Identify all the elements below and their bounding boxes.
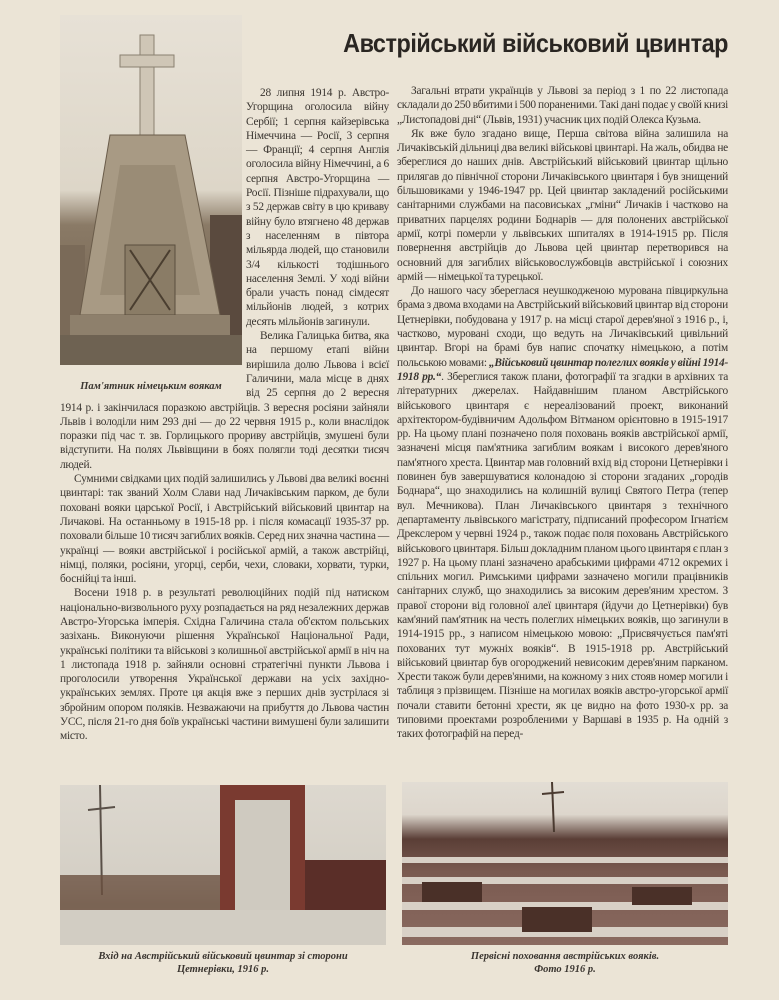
graves-caption bbox=[402, 950, 728, 976]
monument-caption: Пам'ятник німецьким воякам bbox=[80, 381, 222, 392]
caption-line: Первісні поховання австрійських вояків. bbox=[470, 951, 660, 962]
paragraph: Загальні втрати українців у Львові за період з 1 по 22 листопада складали до 250 вбитими і 500 пораненими. Такі дані подає у своїй книзі „Листопадові дні“ (Львів, 1931) учасник цих подій Олекса Кузьма. bbox=[397, 85, 728, 126]
caption-line: Фото 1916 р. bbox=[534, 964, 596, 975]
right-column bbox=[397, 84, 728, 742]
graves-photo bbox=[402, 782, 728, 945]
paragraph: Як вже було згадано вище, Перша світова війна залишила на Личаківській дільниці два великі військові цвинтарі. На жаль, обидва не збереглися до наших днів. Австрійський військовий цвинтар щільно прилягав до північної сторони Личаківського цвинтаря і був знищений більшовиками у 1946-1947 рр. Цей цвинтар закладений російськими санітарними службами на пасовиськах „гміни“ Личаків і частково на приватних парцелях родини Боднарів — для полонених австрійської армії, котрі померли у львівських шпиталях в 1914-1915 рр. Після повернення австрійців до Львова цей цвинтар перетворився на основний для загиблих військовослужбовців австрійської і союзних армій — німецької та турецької. bbox=[397, 127, 728, 283]
left-column bbox=[60, 86, 389, 744]
paragraph bbox=[397, 284, 728, 742]
caption-line: Цетнерівки, 1916 р. bbox=[176, 964, 270, 975]
caption-line: Вхід на Австрійський військовий цвинтар зі сторони bbox=[98, 951, 348, 962]
paragraph: Сумними свідками цих подій залишились у Львові два великі воєнні цвинтарі: так званий Холм Слави над Личаківським парком, де були поховані вояки царської Росії, і Австрійський військовий цвинтар на Личакові. На останньому в 1915-18 рр. і після комасації 1935-37 рр. поховали більше 10 тисяч загиблих вояків. Серед них значна частина — українці — вояки австрійської і російської армій, а також австрійці, німці, поляки, росіяни, угорці, серби, чехи, словаки, хорвати, турки, боснійці та інші. bbox=[60, 473, 389, 586]
text: До нашого часу збереглася неушкодженою мурована півциркульна брама з двома входами на Австрійський військовий цвинтар від сторони Цетнерівки, побудована у 1917 р. на місці старої дерев'яної з 1916 р., і, частково, муровані сходи, що ведуть на Личаківський цивільний цвинтар. Вгорі на брамі був напис спочатку німецькою, а потім польською мовами: bbox=[397, 285, 728, 369]
inscription-quote: „Військовий цвинтар полеглих вояків у війні 1914-1918 рр.“ bbox=[397, 356, 729, 383]
page-title: Австрійський військовий цвинтар bbox=[343, 28, 728, 58]
gate-photo bbox=[60, 785, 386, 945]
gate-caption bbox=[60, 950, 386, 976]
paragraph: Восени 1918 р. в результаті революційних подій під натиском національно-визвольного руху розпадається на ряд незалежних держав Австро-Угорська імперія. Східна Галичина стала об'єктом польських зазіхань. Виконуючи рішення Української Національної Ради, українські політики та військові з колишньої австрійської армії в ніч на 1 листопада 1918 р. зайняли основні стратегічні пункти Львова і проголосили утворення Української держави на усіх західно-українських землях. Проте ця акція вже з перших днів зустрілася зі збройним опором поляків. Незважаючи на прибуття до Львова частин УСС, після 21-го дня боїв українські частини вимушені були залишити місто. bbox=[60, 587, 389, 743]
text: . Збереглися також плани, фотографії та згадки в архівних та літературних джерелах. Найдавнішим планом Австрійського військового цвинтаря є нереалізований проект, виконаний архітектором-будівничим Адольфом Вітманом орієнтовно в 1915-1917 рр. На цьому плані позначено поля поховань вояків австрійської армії, зазначені місця пам'ятника загиблим воякам і високого дерев'яного пам'ятного хреста. Цвинтар мав головний вхід від сторони Цетнерівки і повинен був завершуватися колонадою зі сторони згаданих „городів Боднара“, що знаходились на колишній вулиці Святого Петра (тепер вул. Мечникова). План Личаківського цвинтаря з технічного департаменту львівського магістрату, підписаний професором Ігнатієм Дрекслером у червні 1924 р., також подає поля поховань Австрійського військового цвинтаря. Більш докладним планом цього цвинтаря є план з 1927 р. На цьому плані зазначено арабськими цифрами 4712 окремих і спільних могил. Римськими цифрами зазначено могили працівників санітарних служб, що знаходились за високим дерев'яним хрестом. З правої сторони від головної алеї цвинтаря (йдучи до Цетнерівки) був кам'яний пам'ятник на честь полеглих німецьких вояків, що загинули в 1914-1915 рр., з написом німецькою мовою: „Присвячується пам'яті похованих тут мужніх вояків“. В 1915-1918 рр. Австрійський військовий цвинтар був огороджений невисоким дерев'яним парканом. Хрести також були дерев'яними, на кожному з них стояв номер могили і таблиця з прізвищем. Пізніше на могилах вояків австро-угорської армії почали ставити бетонні хрести, як це видно на фото 1930-х рр. за типовими проектами розробленими у Варшаві в 1935 р. На одній з таких фотографій на перед- bbox=[397, 370, 729, 741]
paragraph: 28 липня 1914 р. Австро-Угорщина оголосила війну Сербії; 1 серпня кайзерівська Німеччина — Росії, 3 серпня — Франції; 4 серпня Англія оголосила війну Німеччині, а 6 серпня Австро-Угорщина — Росії. Пізніше підрахували, що з 52 держав світу в цю криваву війну було втягнено 48 держав з населенням в півтора мільярда людей, що становили 3/4 кількості тодішнього населення Землі. У ході війни брали участь понад сімдесят мільйонів людей, з котрих десять мільйонів загинули. bbox=[246, 87, 389, 328]
paragraph: Велика Галицька битва, яка на першому етапі війни вирішила долю Львова і всієї Галичини, мала місце в днях від 25 серпня до 2 вересня 1914 р. і закінчилася поразкою австрійців. 3 вересня росіяни зайняли Львів і володіли ним 293 дні — до 22 червня 1915 р., коли внаслідок поразки під час т. зв. Горлицького прориву австрійців, змушені були відступити. На полях Львівщини в боях полягли тоді десятки тисяч людей. bbox=[60, 330, 389, 471]
